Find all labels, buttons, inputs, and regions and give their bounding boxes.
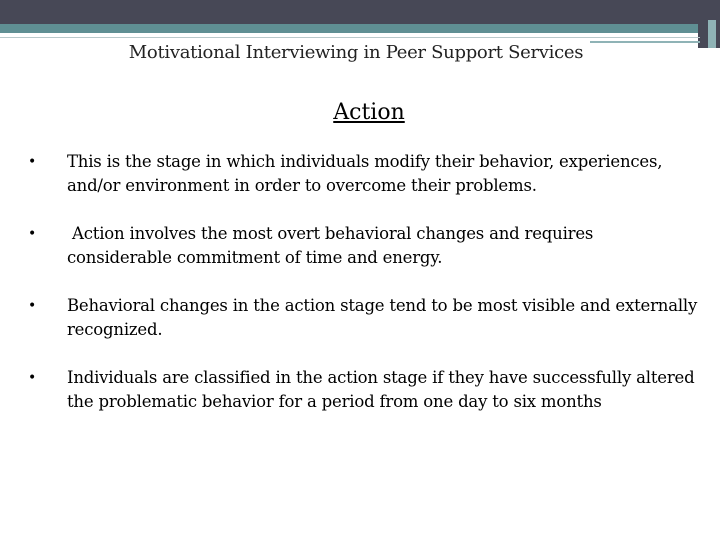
bullet-text: Action involves the most overt behavioral changes and requires considerable commitment of time and energy. [67,224,599,267]
bullet-marker: • [28,370,37,386]
bullet-list [28,150,700,414]
bullet-text: Individuals are classified in the action stage if they have successfully altered the problematic behavior for a period from one day to six months [67,368,695,411]
top-dark-band [0,0,700,24]
bullet-marker: • [28,154,37,170]
bullet-item [28,222,700,270]
top-teal-band [0,24,720,33]
header-title: Motivational Interviewing in Peer Support Services [128,42,584,63]
bullet-text: Behavioral changes in the action stage tend to be most visible and externally recognized. [67,296,698,339]
header-rule [0,37,700,38]
bullet-marker: • [28,298,37,314]
bullet-item [28,366,700,414]
bullet-item [28,294,700,342]
bullet-item [28,150,700,198]
slide-title: Action [333,100,405,125]
bullet-text: This is the stage in which individuals modify their behavior, experiences, and/or environment in order to overcome their problems. [67,152,663,195]
bullet-marker: • [28,226,37,242]
